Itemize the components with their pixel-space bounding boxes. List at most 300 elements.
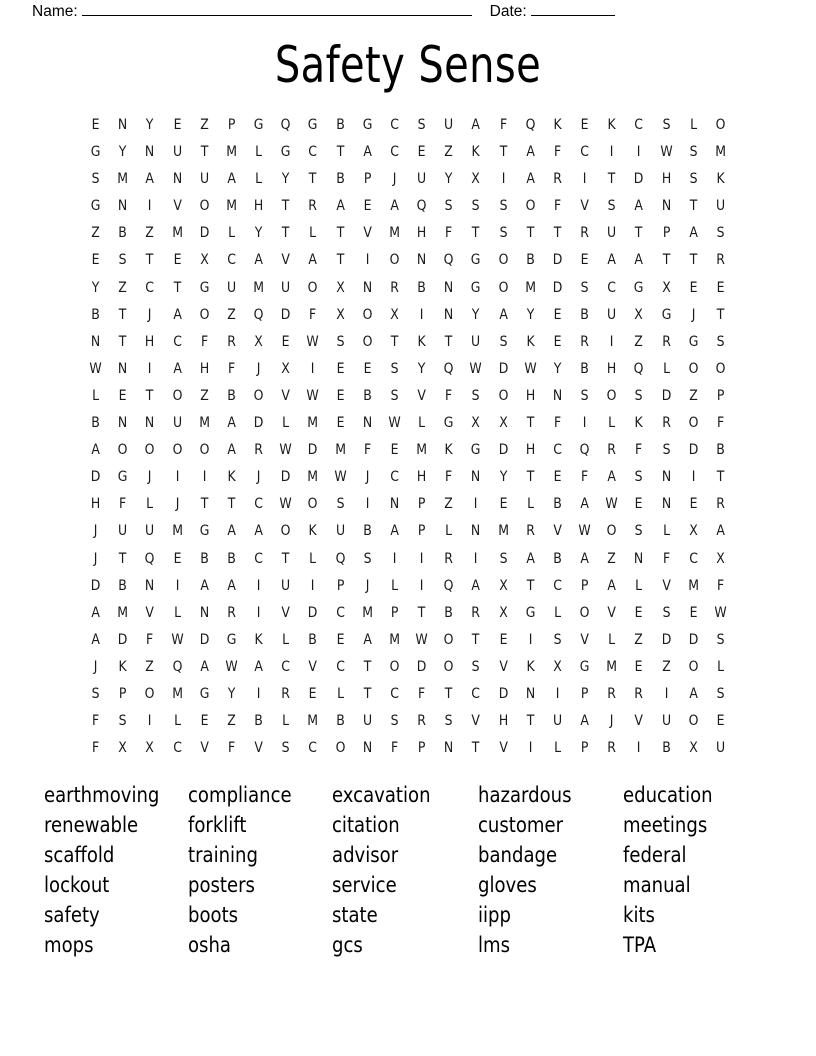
grid-cell[interactable]: S bbox=[580, 387, 589, 404]
word-list-item[interactable]: excavation bbox=[332, 783, 431, 807]
grid-cell[interactable]: Q bbox=[416, 198, 427, 215]
grid-cell[interactable]: A bbox=[227, 442, 236, 459]
grid-cell[interactable]: L bbox=[445, 523, 453, 540]
grid-cell[interactable]: T bbox=[445, 685, 453, 702]
grid-cell[interactable]: B bbox=[444, 604, 454, 621]
grid-cell[interactable]: A bbox=[200, 658, 209, 675]
grid-cell[interactable]: E bbox=[635, 658, 643, 675]
grid-cell[interactable]: D bbox=[90, 469, 101, 486]
word-list-item[interactable]: kits bbox=[623, 903, 655, 927]
grid-cell[interactable]: T bbox=[417, 604, 426, 621]
grid-cell[interactable]: N bbox=[362, 415, 372, 432]
grid-cell[interactable]: S bbox=[118, 252, 127, 269]
grid-cell[interactable]: Z bbox=[607, 550, 617, 567]
grid-cell[interactable]: Q bbox=[443, 360, 454, 377]
grid-cell[interactable]: X bbox=[689, 740, 698, 757]
grid-cell[interactable]: W bbox=[306, 333, 320, 350]
grid-cell[interactable]: F bbox=[716, 415, 725, 432]
grid-cell[interactable]: P bbox=[580, 740, 589, 757]
grid-cell[interactable]: O bbox=[688, 658, 699, 675]
grid-cell[interactable]: A bbox=[227, 577, 236, 594]
grid-cell[interactable]: X bbox=[553, 658, 562, 675]
grid-cell[interactable]: H bbox=[145, 333, 155, 350]
grid-cell[interactable]: G bbox=[199, 279, 210, 296]
grid-cell[interactable]: O bbox=[199, 306, 210, 323]
grid-cell[interactable]: I bbox=[419, 577, 424, 594]
grid-cell[interactable]: S bbox=[499, 333, 508, 350]
grid-cell[interactable]: A bbox=[172, 360, 182, 377]
grid-cell[interactable]: S bbox=[91, 171, 100, 188]
grid-cell[interactable]: S bbox=[716, 333, 725, 350]
grid-cell[interactable]: K bbox=[118, 658, 127, 675]
name-write-line[interactable] bbox=[82, 3, 472, 16]
grid-cell[interactable]: S bbox=[336, 496, 345, 513]
grid-cell[interactable]: T bbox=[689, 252, 698, 269]
grid-cell[interactable]: A bbox=[526, 144, 535, 161]
grid-cell[interactable]: B bbox=[118, 577, 128, 594]
grid-cell[interactable]: A bbox=[200, 577, 209, 594]
grid-cell[interactable]: T bbox=[472, 631, 480, 648]
grid-cell[interactable]: L bbox=[689, 117, 697, 133]
grid-cell[interactable]: E bbox=[336, 360, 345, 377]
word-list-item[interactable]: advisor bbox=[332, 843, 399, 867]
grid-cell[interactable]: B bbox=[661, 740, 671, 757]
grid-cell[interactable]: T bbox=[336, 252, 344, 269]
grid-cell[interactable]: U bbox=[172, 144, 182, 161]
grid-cell[interactable]: B bbox=[335, 171, 345, 188]
grid-cell[interactable]: Y bbox=[254, 225, 263, 242]
grid-cell[interactable]: S bbox=[472, 198, 480, 215]
grid-cell[interactable]: H bbox=[253, 198, 264, 215]
grid-cell[interactable]: L bbox=[309, 225, 317, 242]
grid-cell[interactable]: R bbox=[553, 171, 562, 188]
grid-cell[interactable]: V bbox=[607, 604, 617, 621]
grid-cell[interactable]: W bbox=[660, 144, 673, 161]
grid-cell[interactable]: I bbox=[555, 685, 560, 702]
grid-cell[interactable]: P bbox=[580, 577, 589, 594]
grid-cell[interactable]: V bbox=[634, 713, 644, 730]
grid-cell[interactable]: I bbox=[610, 333, 614, 350]
grid-cell[interactable]: T bbox=[281, 550, 290, 567]
grid-cell[interactable]: N bbox=[444, 740, 454, 757]
grid-cell[interactable]: S bbox=[472, 658, 480, 675]
grid-cell[interactable]: D bbox=[661, 631, 671, 648]
grid-cell[interactable]: P bbox=[417, 740, 426, 757]
grid-cell[interactable]: S bbox=[716, 685, 725, 702]
grid-cell[interactable]: C bbox=[254, 550, 263, 567]
word-list-item[interactable]: scaffold bbox=[44, 843, 115, 867]
grid-cell[interactable]: T bbox=[227, 496, 236, 513]
grid-cell[interactable]: M bbox=[497, 523, 509, 540]
grid-cell[interactable]: B bbox=[553, 496, 562, 513]
grid-cell[interactable]: T bbox=[336, 225, 344, 242]
grid-cell[interactable]: O bbox=[579, 604, 590, 621]
grid-cell[interactable]: V bbox=[281, 252, 291, 269]
word-list-item[interactable]: renewable bbox=[44, 813, 139, 837]
grid-cell[interactable]: W bbox=[714, 604, 727, 621]
word-list-item[interactable]: gloves bbox=[478, 873, 537, 897]
grid-cell[interactable]: V bbox=[471, 713, 481, 730]
grid-cell[interactable]: C bbox=[553, 577, 562, 594]
grid-cell[interactable]: H bbox=[661, 171, 671, 188]
grid-cell[interactable]: S bbox=[635, 469, 643, 486]
grid-cell[interactable]: Z bbox=[634, 631, 644, 648]
grid-cell[interactable]: R bbox=[716, 496, 725, 513]
grid-cell[interactable]: L bbox=[309, 550, 317, 567]
grid-cell[interactable]: X bbox=[689, 523, 698, 540]
grid-cell[interactable]: Y bbox=[417, 360, 426, 377]
grid-cell[interactable]: R bbox=[471, 604, 481, 621]
grid-cell[interactable]: I bbox=[637, 144, 641, 161]
grid-cell[interactable]: P bbox=[390, 604, 399, 621]
grid-cell[interactable]: K bbox=[308, 523, 318, 540]
grid-cell[interactable]: D bbox=[308, 604, 318, 621]
grid-cell[interactable]: V bbox=[417, 387, 426, 404]
grid-cell[interactable]: I bbox=[311, 577, 315, 594]
grid-cell[interactable]: S bbox=[444, 713, 453, 730]
grid-cell[interactable]: D bbox=[634, 171, 644, 188]
grid-cell[interactable]: O bbox=[335, 740, 346, 757]
grid-cell[interactable]: E bbox=[716, 279, 725, 296]
grid-cell[interactable]: W bbox=[578, 523, 591, 540]
grid-cell[interactable]: M bbox=[389, 225, 400, 242]
grid-cell[interactable]: T bbox=[146, 252, 154, 269]
grid-cell[interactable]: E bbox=[635, 604, 643, 621]
grid-cell[interactable]: A bbox=[227, 523, 236, 540]
grid-cell[interactable]: B bbox=[716, 442, 725, 459]
grid-cell[interactable]: Q bbox=[525, 117, 536, 133]
grid-cell[interactable]: B bbox=[308, 631, 318, 648]
grid-cell[interactable]: M bbox=[307, 469, 319, 486]
grid-cell[interactable]: O bbox=[715, 117, 726, 133]
grid-cell[interactable]: V bbox=[580, 198, 589, 215]
grid-cell[interactable]: L bbox=[554, 740, 561, 757]
grid-cell[interactable]: L bbox=[336, 685, 344, 702]
grid-cell[interactable]: Q bbox=[443, 252, 454, 269]
grid-cell[interactable]: B bbox=[91, 415, 100, 432]
grid-cell[interactable]: S bbox=[662, 117, 671, 133]
grid-cell[interactable]: C bbox=[390, 685, 399, 702]
grid-cell[interactable]: I bbox=[610, 144, 614, 161]
grid-cell[interactable]: Q bbox=[253, 306, 264, 323]
grid-cell[interactable]: N bbox=[145, 415, 155, 432]
grid-cell[interactable]: M bbox=[606, 658, 618, 675]
grid-cell[interactable]: N bbox=[172, 171, 182, 188]
grid-cell[interactable]: Q bbox=[443, 577, 454, 594]
grid-cell[interactable]: F bbox=[227, 740, 236, 757]
grid-cell[interactable]: N bbox=[90, 333, 101, 350]
grid-cell[interactable]: Y bbox=[499, 469, 507, 486]
grid-cell[interactable]: P bbox=[363, 171, 372, 188]
grid-cell[interactable]: A bbox=[335, 198, 345, 215]
grid-cell[interactable]: F bbox=[445, 387, 453, 404]
grid-cell[interactable]: O bbox=[443, 631, 454, 648]
grid-cell[interactable]: A bbox=[580, 550, 589, 567]
grid-cell[interactable]: O bbox=[145, 685, 155, 702]
grid-cell[interactable]: W bbox=[279, 496, 292, 513]
grid-cell[interactable]: G bbox=[443, 415, 454, 432]
grid-cell[interactable]: U bbox=[145, 523, 155, 540]
grid-cell[interactable]: H bbox=[525, 387, 536, 404]
grid-cell[interactable]: U bbox=[172, 415, 182, 432]
grid-cell[interactable]: X bbox=[498, 577, 508, 594]
grid-cell[interactable]: E bbox=[336, 387, 345, 404]
grid-cell[interactable]: V bbox=[281, 604, 291, 621]
grid-cell[interactable]: I bbox=[175, 577, 179, 594]
grid-cell[interactable]: A bbox=[607, 577, 617, 594]
grid-cell[interactable]: F bbox=[227, 360, 236, 377]
grid-cell[interactable]: R bbox=[607, 685, 617, 702]
grid-cell[interactable]: O bbox=[362, 306, 373, 323]
grid-cell[interactable]: T bbox=[526, 469, 535, 486]
grid-cell[interactable]: I bbox=[256, 577, 261, 594]
grid-cell[interactable]: K bbox=[526, 333, 535, 350]
grid-cell[interactable]: E bbox=[336, 415, 345, 432]
grid-cell[interactable]: G bbox=[634, 279, 644, 296]
grid-cell[interactable]: L bbox=[662, 523, 670, 540]
grid-cell[interactable]: Q bbox=[579, 442, 590, 459]
grid-cell[interactable]: A bbox=[363, 631, 372, 648]
word-list-item[interactable]: iipp bbox=[478, 903, 511, 927]
grid-cell[interactable]: C bbox=[689, 550, 698, 567]
word-list-item[interactable]: federal bbox=[623, 843, 687, 867]
grid-cell[interactable]: D bbox=[90, 577, 101, 594]
grid-cell[interactable]: W bbox=[388, 415, 401, 432]
grid-cell[interactable]: J bbox=[175, 496, 179, 513]
grid-cell[interactable]: A bbox=[91, 442, 100, 459]
grid-cell[interactable]: F bbox=[91, 713, 100, 730]
grid-cell[interactable]: C bbox=[308, 144, 318, 161]
grid-cell[interactable]: B bbox=[199, 550, 209, 567]
date-write-line[interactable] bbox=[531, 3, 615, 16]
grid-cell[interactable]: K bbox=[634, 415, 644, 432]
grid-cell[interactable]: P bbox=[662, 225, 670, 242]
grid-cell[interactable]: G bbox=[308, 117, 318, 133]
grid-cell[interactable]: I bbox=[148, 713, 152, 730]
grid-cell[interactable]: D bbox=[498, 360, 508, 377]
grid-cell[interactable]: J bbox=[365, 577, 370, 594]
grid-cell[interactable]: D bbox=[253, 415, 264, 432]
grid-cell[interactable]: U bbox=[281, 577, 291, 594]
grid-cell[interactable]: E bbox=[336, 631, 345, 648]
grid-cell[interactable]: B bbox=[417, 279, 426, 296]
grid-cell[interactable]: A bbox=[254, 658, 263, 675]
grid-cell[interactable]: I bbox=[256, 685, 261, 702]
grid-cell[interactable]: T bbox=[118, 550, 127, 567]
grid-cell[interactable]: D bbox=[308, 442, 318, 459]
grid-cell[interactable]: P bbox=[417, 496, 426, 513]
grid-cell[interactable]: Z bbox=[199, 387, 209, 404]
grid-cell[interactable]: E bbox=[499, 496, 508, 513]
grid-cell[interactable]: A bbox=[390, 523, 399, 540]
grid-cell[interactable]: A bbox=[91, 604, 100, 621]
grid-cell[interactable]: X bbox=[498, 415, 508, 432]
grid-cell[interactable]: T bbox=[118, 306, 127, 323]
grid-cell[interactable]: V bbox=[498, 740, 508, 757]
grid-cell[interactable]: A bbox=[471, 577, 481, 594]
grid-cell[interactable]: D bbox=[498, 685, 508, 702]
grid-cell[interactable]: N bbox=[389, 496, 400, 513]
grid-cell[interactable]: M bbox=[334, 442, 346, 459]
grid-cell[interactable]: E bbox=[173, 252, 182, 269]
grid-cell[interactable]: S bbox=[662, 442, 671, 459]
grid-cell[interactable]: S bbox=[662, 604, 671, 621]
grid-cell[interactable]: M bbox=[687, 577, 699, 594]
grid-cell[interactable]: F bbox=[363, 442, 371, 459]
grid-cell[interactable]: Y bbox=[146, 117, 154, 133]
grid-cell[interactable]: F bbox=[445, 469, 453, 486]
grid-cell[interactable]: E bbox=[281, 333, 290, 350]
grid-cell[interactable]: U bbox=[471, 333, 481, 350]
grid-cell[interactable]: P bbox=[417, 523, 426, 540]
grid-cell[interactable]: Z bbox=[227, 306, 236, 323]
grid-cell[interactable]: A bbox=[580, 496, 589, 513]
word-list-item[interactable]: mops bbox=[44, 933, 94, 957]
grid-cell[interactable]: N bbox=[525, 685, 536, 702]
grid-cell[interactable]: T bbox=[472, 225, 480, 242]
grid-cell[interactable]: F bbox=[635, 442, 643, 459]
grid-cell[interactable]: T bbox=[526, 415, 535, 432]
grid-cell[interactable]: L bbox=[662, 360, 670, 377]
grid-cell[interactable]: L bbox=[173, 713, 181, 730]
grid-cell[interactable]: P bbox=[336, 577, 344, 594]
grid-cell[interactable]: I bbox=[528, 740, 533, 757]
grid-cell[interactable]: O bbox=[199, 442, 210, 459]
grid-cell[interactable]: O bbox=[498, 279, 509, 296]
grid-cell[interactable]: R bbox=[580, 333, 590, 350]
word-list-item[interactable]: bandage bbox=[478, 843, 558, 867]
grid-cell[interactable]: A bbox=[716, 523, 725, 540]
grid-cell[interactable]: N bbox=[444, 279, 454, 296]
word-list-item[interactable]: citation bbox=[332, 813, 400, 837]
grid-cell[interactable]: A bbox=[498, 306, 508, 323]
grid-cell[interactable]: D bbox=[280, 469, 291, 486]
grid-cell[interactable]: F bbox=[553, 198, 562, 215]
grid-cell[interactable]: F bbox=[309, 306, 317, 323]
grid-cell[interactable]: H bbox=[416, 225, 427, 242]
grid-cell[interactable]: U bbox=[226, 279, 237, 296]
grid-cell[interactable]: E bbox=[635, 496, 643, 513]
grid-cell[interactable]: A bbox=[227, 415, 236, 432]
word-list-item[interactable]: lockout bbox=[44, 873, 110, 897]
grid-cell[interactable]: E bbox=[499, 631, 508, 648]
grid-cell[interactable]: M bbox=[117, 604, 129, 621]
grid-cell[interactable]: C bbox=[634, 117, 644, 133]
grid-cell[interactable]: F bbox=[445, 225, 453, 242]
grid-cell[interactable]: M bbox=[117, 171, 129, 188]
grid-cell[interactable]: V bbox=[281, 387, 291, 404]
grid-cell[interactable]: L bbox=[418, 415, 426, 432]
grid-cell[interactable]: E bbox=[309, 685, 317, 702]
grid-cell[interactable]: Z bbox=[689, 387, 698, 404]
grid-cell[interactable]: E bbox=[173, 117, 182, 133]
grid-cell[interactable]: I bbox=[501, 171, 505, 188]
grid-cell[interactable]: K bbox=[553, 117, 562, 133]
grid-cell[interactable]: R bbox=[227, 604, 236, 621]
grid-cell[interactable]: L bbox=[282, 631, 290, 648]
grid-cell[interactable]: U bbox=[715, 740, 726, 757]
grid-cell[interactable]: J bbox=[691, 306, 696, 323]
grid-cell[interactable]: E bbox=[91, 252, 100, 269]
grid-cell[interactable]: X bbox=[716, 550, 725, 567]
grid-cell[interactable]: U bbox=[661, 713, 671, 730]
word-list-item[interactable]: compliance bbox=[188, 783, 292, 807]
grid-cell[interactable]: M bbox=[226, 144, 237, 161]
grid-cell[interactable]: D bbox=[688, 442, 699, 459]
grid-cell[interactable]: O bbox=[199, 198, 210, 215]
grid-cell[interactable]: B bbox=[227, 550, 236, 567]
grid-cell[interactable]: C bbox=[172, 740, 182, 757]
word-list-item[interactable]: earthmoving bbox=[44, 783, 160, 807]
grid-cell[interactable]: S bbox=[499, 198, 508, 215]
grid-cell[interactable]: B bbox=[118, 225, 128, 242]
grid-cell[interactable]: X bbox=[390, 306, 399, 323]
grid-cell[interactable]: Z bbox=[661, 658, 671, 675]
grid-cell[interactable]: Q bbox=[172, 658, 183, 675]
grid-cell[interactable]: Z bbox=[199, 117, 209, 133]
grid-cell[interactable]: T bbox=[363, 658, 372, 675]
grid-cell[interactable]: C bbox=[145, 279, 155, 296]
grid-cell[interactable]: A bbox=[91, 631, 100, 648]
grid-cell[interactable]: I bbox=[528, 631, 533, 648]
grid-cell[interactable]: U bbox=[417, 171, 427, 188]
grid-cell[interactable]: V bbox=[363, 225, 372, 242]
word-list-item[interactable]: training bbox=[188, 843, 258, 867]
grid-cell[interactable]: E bbox=[173, 550, 182, 567]
word-list-item[interactable]: osha bbox=[188, 933, 231, 957]
grid-cell[interactable]: W bbox=[306, 387, 320, 404]
grid-cell[interactable]: I bbox=[148, 198, 152, 215]
grid-cell[interactable]: O bbox=[525, 198, 536, 215]
grid-cell[interactable]: R bbox=[607, 740, 617, 757]
grid-cell[interactable]: I bbox=[474, 550, 478, 567]
grid-cell[interactable]: V bbox=[308, 658, 318, 675]
grid-cell[interactable]: B bbox=[335, 117, 345, 133]
grid-cell[interactable]: W bbox=[89, 360, 102, 377]
grid-cell[interactable]: L bbox=[227, 225, 235, 242]
grid-cell[interactable]: F bbox=[418, 685, 426, 702]
grid-cell[interactable]: T bbox=[662, 252, 671, 269]
grid-cell[interactable]: P bbox=[716, 387, 725, 404]
grid-cell[interactable]: R bbox=[634, 685, 644, 702]
grid-cell[interactable]: R bbox=[227, 333, 236, 350]
grid-cell[interactable]: I bbox=[392, 550, 397, 567]
grid-cell[interactable]: M bbox=[171, 523, 183, 540]
grid-cell[interactable]: O bbox=[688, 360, 699, 377]
grid-cell[interactable]: U bbox=[552, 713, 563, 730]
grid-cell[interactable]: Q bbox=[280, 117, 291, 133]
grid-cell[interactable]: G bbox=[199, 523, 210, 540]
grid-cell[interactable]: O bbox=[389, 252, 400, 269]
grid-cell[interactable]: F bbox=[553, 415, 562, 432]
grid-cell[interactable]: L bbox=[717, 658, 725, 675]
grid-cell[interactable]: W bbox=[469, 360, 483, 377]
grid-cell[interactable]: S bbox=[499, 225, 508, 242]
grid-cell[interactable]: L bbox=[282, 415, 290, 432]
grid-cell[interactable]: T bbox=[499, 144, 507, 161]
grid-cell[interactable]: T bbox=[309, 171, 317, 188]
grid-cell[interactable]: T bbox=[716, 306, 725, 323]
grid-cell[interactable]: S bbox=[689, 144, 698, 161]
grid-cell[interactable]: L bbox=[146, 496, 154, 513]
grid-cell[interactable]: A bbox=[363, 144, 372, 161]
grid-cell[interactable]: U bbox=[715, 198, 726, 215]
grid-cell[interactable]: S bbox=[390, 360, 399, 377]
grid-cell[interactable]: N bbox=[362, 279, 372, 296]
grid-cell[interactable]: N bbox=[661, 198, 671, 215]
grid-cell[interactable]: V bbox=[200, 740, 209, 757]
grid-cell[interactable]: C bbox=[308, 740, 318, 757]
